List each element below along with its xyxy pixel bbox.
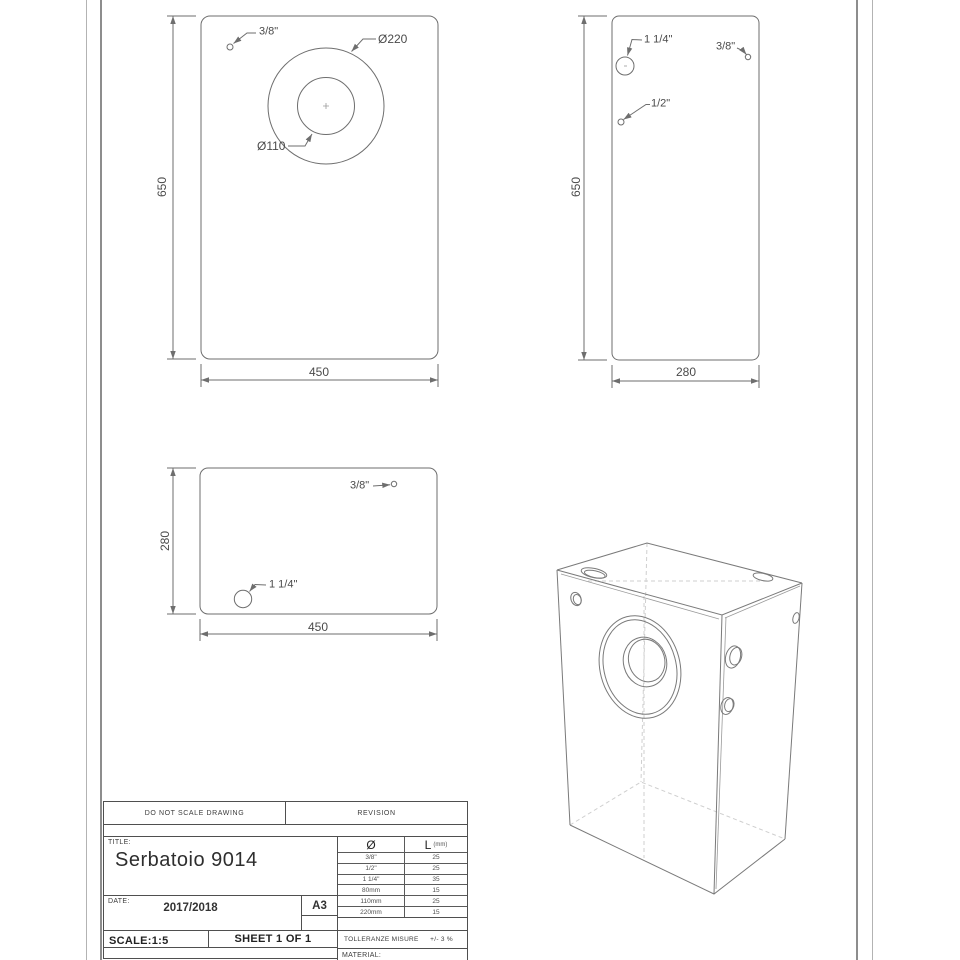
hole-row-len: 25 [404, 895, 467, 906]
iso-left-port [569, 591, 583, 607]
side-port-mid-leader [624, 105, 651, 120]
iso-right-ports [723, 644, 744, 670]
material-label: MATERIAL: [342, 952, 382, 959]
isometric-view [557, 543, 802, 894]
side-width-dim-label: 280 [675, 365, 697, 379]
front-port-circle [227, 44, 233, 50]
date-value: 2017/2018 [163, 902, 218, 914]
tolerance-cell [337, 930, 468, 949]
side-port-top-leader [628, 40, 643, 56]
front-view-outline [201, 16, 438, 359]
hole-row-dia: 1 1/4" [338, 874, 404, 885]
side-view [578, 16, 759, 388]
tolerance-value: +/- 3 % [430, 936, 453, 943]
sheet-value: SHEET 1 OF 1 [234, 933, 312, 945]
date-label: DATE: [108, 898, 130, 905]
top-port-right-leader [373, 485, 390, 486]
front-height-dim-label: 650 [155, 176, 169, 198]
side-port-top-label: 1 1/4" [644, 33, 673, 46]
side-port-right-circle [745, 54, 750, 59]
hole-row-len: 15 [404, 884, 467, 895]
iso-top-ports [580, 566, 607, 580]
tolerance-label: TOLLERANZE MISURE [344, 936, 419, 943]
top-port-bottom-label: 1 1/4" [269, 578, 298, 591]
table-spacer-row [337, 917, 468, 931]
title-cell [103, 836, 338, 896]
top-view-outline [200, 468, 437, 614]
hole-row-dia: 1/2" [338, 863, 404, 874]
date-cell [103, 895, 302, 931]
side-port-mid-label: 1/2" [651, 97, 671, 110]
scale-value: SCALE:1:5 [109, 935, 169, 947]
center-mark [323, 103, 329, 109]
flange-outer-leader [352, 39, 377, 52]
title-label: TITLE: [108, 839, 131, 846]
hole-row-dia: 80mm [338, 884, 404, 895]
flange-inner-dia-label: Ø110 [257, 139, 286, 153]
front-dim-ext-v [167, 16, 196, 359]
side-port-right-leader [737, 48, 746, 55]
hole-size-table [337, 836, 468, 918]
do-not-scale-text: DO NOT SCALE DRAWING [144, 809, 245, 817]
side-port-right-label: 3/8" [716, 40, 736, 53]
front-port-size-label: 3/8" [259, 25, 279, 38]
top-port-bottom-leader [250, 585, 267, 592]
hole-row-len: 25 [404, 852, 467, 863]
top-port-right-circle [391, 481, 396, 486]
material-cell [337, 948, 468, 960]
hole-row-dia: 110mm [338, 895, 404, 906]
scale-cell [103, 930, 209, 948]
iso-hidden-edges [570, 543, 785, 858]
drawing-title: Serbatoio 9014 [115, 849, 258, 871]
flange-inner-leader [288, 134, 312, 146]
do-not-scale-cell [103, 801, 286, 825]
iso-flange-ring [588, 606, 692, 727]
top-width-dim-label: 450 [307, 620, 329, 634]
hole-table-len-header: L (mm) [404, 837, 467, 852]
top-port-right-label: 3/8" [350, 479, 370, 492]
hole-row-dia: 220mm [338, 906, 404, 917]
revision-text: REVISION [357, 809, 396, 817]
revision-cell [285, 801, 468, 825]
hole-row-dia: 3/8" [338, 852, 404, 863]
sheet-cell [208, 930, 338, 948]
flange-outer-dia-label: Ø220 [378, 32, 408, 46]
top-view [167, 468, 437, 641]
hole-row-len: 15 [404, 906, 467, 917]
side-port-mid-circle [618, 119, 624, 125]
paper-size-cell [301, 895, 338, 916]
side-height-dim-label: 650 [569, 176, 583, 198]
front-width-dim-label: 450 [308, 365, 330, 379]
hole-row-len: 25 [404, 863, 467, 874]
front-view [167, 16, 438, 387]
front-port-leader [234, 33, 257, 44]
bottom-left-row [103, 947, 338, 959]
paper-size: A3 [312, 899, 327, 912]
top-height-dim-label: 280 [158, 530, 172, 552]
top-port-bottom-circle [234, 590, 251, 607]
hole-table-dia-header: Ø [366, 837, 376, 852]
paper-size-subcell [301, 915, 338, 931]
hole-row-len: 35 [404, 874, 467, 885]
